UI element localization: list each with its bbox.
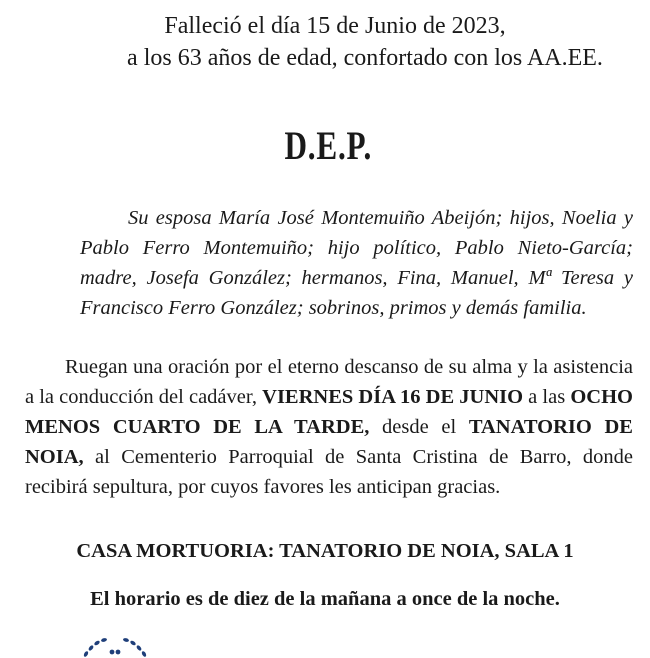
age-line: a los 63 años de edad, confortado con los AA.EE.: [127, 45, 603, 71]
visiting-hours-line: El horario es de diez de la mañana a once de la noche.: [90, 588, 560, 610]
request-text-4: al Cementerio Parroquial de Santa Cristina de Barro, donde recibirá sepultura, por cuyos favores les anticipan gracias.: [25, 446, 633, 498]
request-text-1: Ruegan una oración por el eterno descanso de su alma y la asistencia a la conducción del cadáver,: [25, 356, 633, 408]
mourners-paragraph: [80, 203, 633, 323]
request-text-2: a las: [523, 386, 571, 408]
dep-heading: D.E.P.: [284, 123, 373, 168]
death-date-line: Falleció el día 15 de Junio de 2023,: [164, 13, 506, 39]
funeral-date: VIERNES DÍA 16 DE JUNIO: [262, 386, 524, 408]
funeral-place: TANATORIO DE NOIA,: [25, 416, 633, 468]
request-text-3: desde el: [369, 416, 469, 438]
funeral-request-text: [25, 352, 633, 502]
casa-mortuoria-line: CASA MORTUORIA: TANATORIO DE NOIA, SALA 1: [76, 540, 574, 562]
funeral-request-paragraph: [25, 352, 633, 502]
laurel-wreath-icon: [72, 628, 158, 658]
mourners-text: Su esposa María José Montemuiño Abeijón; hijos, Noelia y Pablo Ferro Montemuiño; hijo político, Pablo Nieto-García; madre, Josefa González; hermanos, Fina, Manuel, Mª Teresa y Francisco Ferro González; sobrinos, primos y demás familia.: [80, 207, 633, 319]
funeral-time: OCHO MENOS CUARTO DE LA TARDE,: [25, 386, 633, 438]
